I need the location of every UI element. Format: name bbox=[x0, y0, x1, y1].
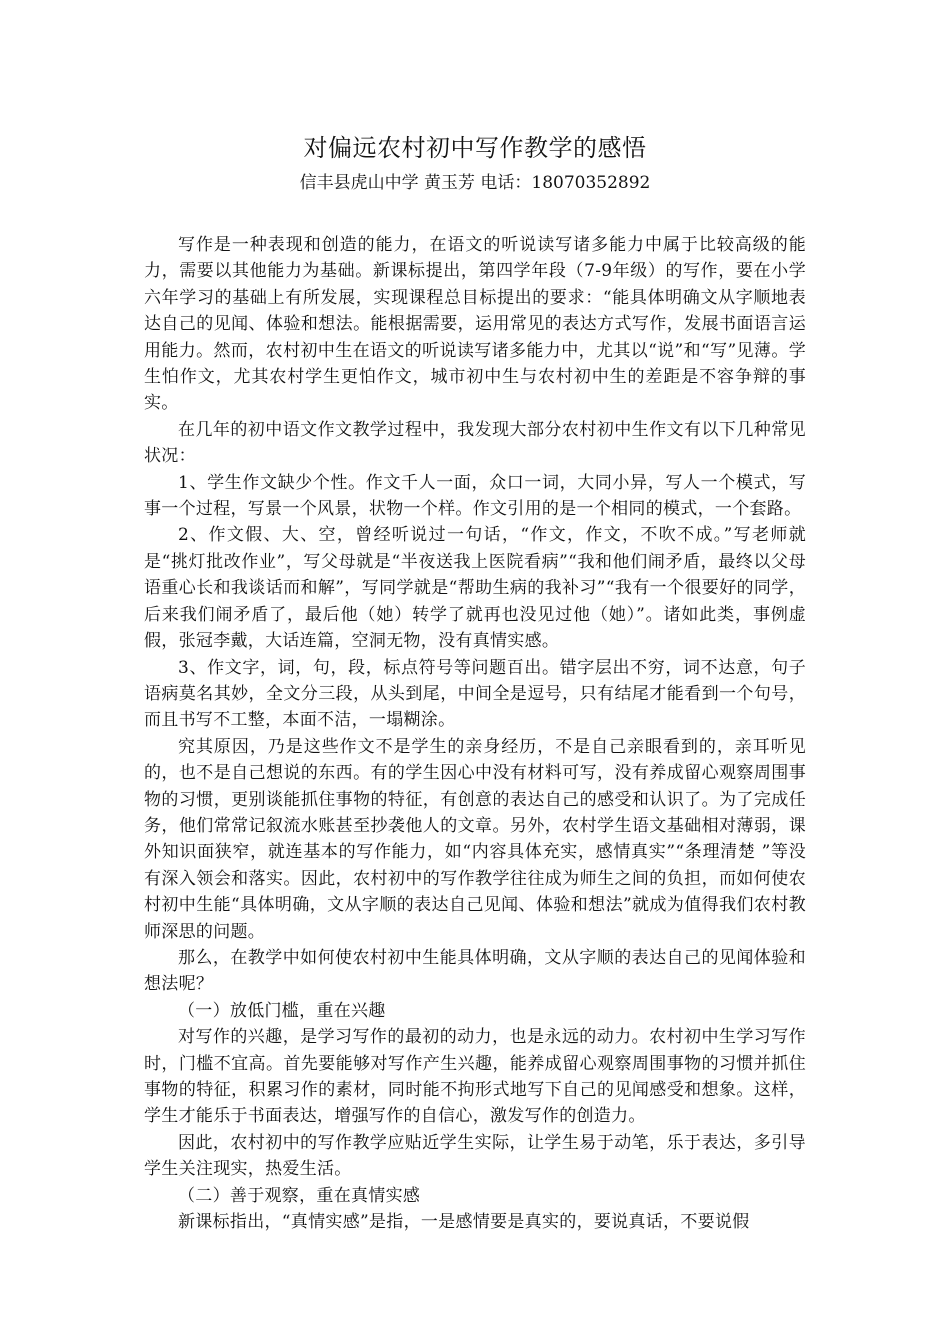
section-heading-1: （一）放低门槛，重在兴趣 bbox=[178, 1000, 386, 1021]
document-title: 对偏远农村初中写作教学的感悟 bbox=[303, 134, 647, 162]
paragraph-question: 那么，在教学中如何使农村初中生能具体明确，文从字顺的表达自己的见闻体验和想法呢？ bbox=[144, 947, 806, 995]
paragraph-causes: 究其原因，乃是这些作文不是学生的亲身经历，不是自己亲眼看到的，亲耳听见的，也不是自己想说的东西。有的学生因心中没有材料可写，没有养成留心观察周围事物的习惯，更别谈能抓住事物的特征，有创意的表达自己的感受和认识了。为了完成任务，他们常常记叙流水账甚至抄袭他人的文章。另外，农村学生语文基础相对薄弱，课外知识面狭窄，就连基本的写作能力，如“内容具体充实，感情真实”“条理清楚 ”等没有深入领会和落实。因此，农村初中的写作教学往往成为师生之间的负担，而如何使农村初中生能“具体明确，文从字顺的表达自己见闻、体验和想法”就成为值得我们农村教师深思的问题。 bbox=[144, 736, 806, 942]
section-heading-2: （二）善于观察，重在真情实感 bbox=[178, 1185, 421, 1206]
paragraph-conclusion-1: 因此，农村初中的写作教学应贴近学生实际，让学生易于动笔，乐于表达，多引导学生关注现实，热爱生活。 bbox=[144, 1132, 806, 1180]
paragraph-interest: 对写作的兴趣，是学习写作的最初的动力，也是永远的动力。农村初中生学习写作时，门槛不宜高。首先要能够对写作产生兴趣，能养成留心观察周围事物的习惯并抓住事物的特征，积累习作的素材，同时能不拘形式地写下自己的见闻感受和想象。这样，学生才能乐于书面表达，增强写作的自信心，激发写作的创造力。 bbox=[144, 1027, 806, 1127]
paragraph-intro: 写作是一种表现和创造的能力，在语文的听说读写诸多能力中属于比较高级的能力，需要以其他能力为基础。新课标提出，第四学年段（7-9年级）的写作，要在小学六年学习的基础上有所发展，实现课程总目标提出的要求：“能具体明确文从字顺地表达自己的见闻、体验和想法。能根据需要，运用常见的表达方式写作，发展书面语言运用能力。然而，农村初中生在语文的听说读写诸多能力中，尤其以“说”和“写”见薄。学生怕作文，尤其农村学生更怕作文，城市初中生与农村初中生的差距是不容争辩的事实。 bbox=[144, 235, 806, 414]
paragraph-point-1: 1、学生作文缺少个性。作文千人一面，众口一词，大同小异，写人一个模式，写事一个过程，写景一个风景，状物一个样。作文引用的是一个相同的模式，一个套路。 bbox=[144, 472, 806, 520]
document-page bbox=[144, 130, 806, 1235]
paragraph-point-2: 2、作文假、大、空，曾经听说过一句话，“作文，作文，不吹不成。”写老师就是“挑灯批改作业”，写父母就是“半夜送我上医院看病”“我和他们闹矛盾，最终以父母语重心长和我谈话而和解”，写同学就是“帮助生病的我补习”“我有一个很要好的同学，后来我们闹矛盾了，最后他（她）转学了就再也没见过他（她）”。诸如此类，事例虚假，张冠李戴，大话连篇，空洞无物，没有真情实感。 bbox=[144, 525, 806, 652]
author-byline: 信丰县虎山中学 黄玉芳 电话：18070352892 bbox=[299, 173, 651, 193]
paragraph-point-3: 3、作文字，词，句，段，标点符号等问题百出。错字层出不穷，词不达意，句子语病莫名其妙，全文分三段，从头到尾，中间全是逗号，只有结尾才能看到一个句号，而且书写不工整，本面不洁，一塌糊涂。 bbox=[144, 657, 806, 731]
paragraph-observation: 在几年的初中语文作文教学过程中，我发现大部分农村初中生作文有以下几种常见状况： bbox=[144, 419, 806, 467]
document-body bbox=[144, 232, 806, 1235]
paragraph-standards: 新课标指出，“真情实感”是指，一是感情要是真实的，要说真话，不要说假 bbox=[178, 1212, 750, 1233]
